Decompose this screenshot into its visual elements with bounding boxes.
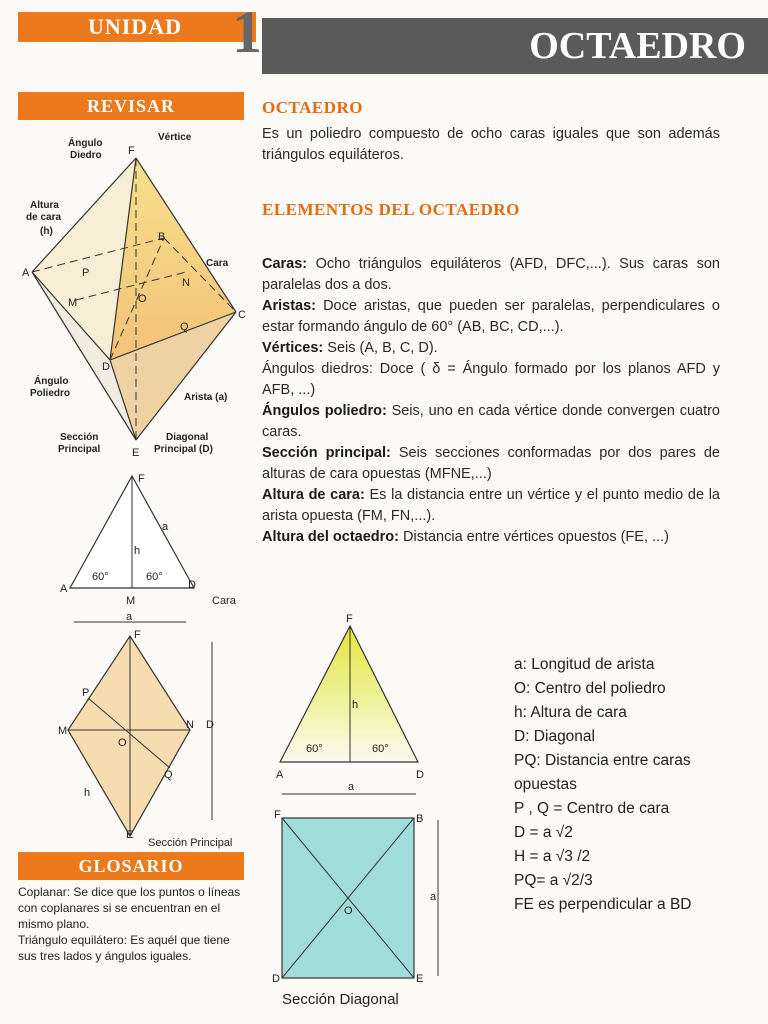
section-heading-octaedro: OCTAEDRO bbox=[262, 98, 363, 117]
svg-text:E: E bbox=[416, 973, 424, 985]
svg-text:Vértice: Vértice bbox=[158, 132, 192, 143]
svg-text:Ángulo: Ángulo bbox=[68, 138, 103, 149]
legend-item: a: Longitud de arista bbox=[514, 656, 655, 673]
svg-text:B: B bbox=[416, 813, 424, 825]
svg-text:D: D bbox=[272, 973, 280, 985]
svg-text:O: O bbox=[138, 293, 147, 305]
unit-number: 1 bbox=[232, 0, 262, 65]
element-item: Caras: Ocho triángulos equiláteros (AFD, DFC,...). Sus caras son paralelas dos a dos. bbox=[262, 256, 720, 293]
legend-item: P , Q = Centro de cara bbox=[514, 800, 670, 817]
face-triangle-figure bbox=[58, 470, 248, 628]
unit-label: UNIDAD bbox=[18, 12, 256, 42]
svg-text:Sección: Sección bbox=[60, 432, 99, 443]
element-item: Vértices: Seis (A, B, C, D). bbox=[262, 340, 438, 356]
svg-text:M: M bbox=[58, 725, 68, 737]
svg-text:a: a bbox=[162, 521, 169, 533]
svg-text:P: P bbox=[82, 687, 90, 699]
element-item: Ángulos diedros: Doce ( δ = Ángulo formado por los planos AFD y AFB, ...) bbox=[262, 361, 720, 398]
svg-text:Ángulo: Ángulo bbox=[34, 376, 69, 387]
glosario-banner: GLOSARIO bbox=[18, 852, 244, 880]
svg-text:Cara: Cara bbox=[206, 258, 229, 269]
legend-item: PQ: Distancia entre caras opuestas bbox=[514, 752, 691, 793]
element-item: Sección principal: Seis secciones conformadas por dos pares de alturas de cara opuestas (MFNE,...) bbox=[262, 445, 720, 482]
svg-text:de cara: de cara bbox=[26, 212, 62, 223]
svg-text:D: D bbox=[102, 361, 110, 373]
diagonal-section-figure bbox=[270, 808, 460, 1012]
svg-text:F: F bbox=[134, 629, 141, 641]
svg-text:Diagonal: Diagonal bbox=[166, 432, 209, 443]
svg-text:a: a bbox=[348, 781, 355, 793]
svg-text:M: M bbox=[126, 595, 136, 607]
svg-text:h: h bbox=[352, 699, 359, 711]
svg-text:F: F bbox=[138, 473, 145, 485]
svg-text:A: A bbox=[276, 769, 284, 781]
svg-text:60°: 60° bbox=[92, 571, 109, 583]
glossary-item: Triángulo equilátero: Es aquél que tiene sus tres lados y ángulos iguales. bbox=[18, 933, 230, 963]
svg-text:Cara: Cara bbox=[212, 595, 236, 607]
svg-text:O: O bbox=[344, 905, 353, 917]
svg-text:D: D bbox=[188, 579, 196, 591]
legend-item: FE es perpendicular a BD bbox=[514, 896, 692, 913]
svg-text:N: N bbox=[186, 719, 194, 731]
svg-text:Q: Q bbox=[164, 769, 173, 781]
center-triangle-figure bbox=[268, 612, 436, 800]
principal-section-figure bbox=[50, 628, 250, 852]
svg-text:Principal (D): Principal (D) bbox=[154, 444, 213, 455]
svg-text:N: N bbox=[182, 277, 190, 289]
svg-text:Diedro: Diedro bbox=[70, 150, 102, 161]
svg-text:h: h bbox=[134, 545, 141, 557]
section-intro-text: Es un poliedro compuesto de ocho caras iguales que son además triángulos equiláteros. bbox=[262, 126, 720, 163]
svg-text:M: M bbox=[68, 297, 78, 309]
element-item: Aristas: Doce aristas, que pueden ser paralelas, perpendiculares o estar formando ángulo de 60° (AB, BC, CD,...). bbox=[262, 298, 720, 335]
octahedron-figure bbox=[18, 122, 250, 462]
formula-legend bbox=[514, 653, 754, 917]
svg-text:F: F bbox=[346, 613, 353, 625]
legend-item: O: Centro del poliedro bbox=[514, 680, 666, 697]
svg-text:Sección Principal: Sección Principal bbox=[148, 837, 233, 849]
svg-text:F: F bbox=[274, 809, 281, 821]
svg-text:Principal: Principal bbox=[58, 444, 101, 455]
svg-text:a: a bbox=[126, 611, 133, 623]
svg-text:A: A bbox=[60, 583, 68, 595]
svg-text:D: D bbox=[416, 769, 424, 781]
svg-text:Poliedro: Poliedro bbox=[30, 388, 71, 399]
elements-list bbox=[262, 254, 720, 548]
glossary-text bbox=[18, 884, 244, 964]
svg-text:(h): (h) bbox=[40, 226, 53, 237]
svg-text:h: h bbox=[84, 787, 91, 799]
legend-item: H = a √3 /2 bbox=[514, 848, 591, 865]
legend-item: h: Altura de cara bbox=[514, 704, 627, 721]
section-heading-elementos: ELEMENTOS DEL OCTAEDRO bbox=[262, 200, 520, 219]
page-title: OCTAEDRO bbox=[262, 18, 768, 74]
svg-text:Sección Diagonal: Sección Diagonal bbox=[282, 991, 399, 1008]
svg-text:P: P bbox=[82, 267, 90, 279]
svg-text:60°: 60° bbox=[306, 743, 323, 755]
svg-text:Arista (a): Arista (a) bbox=[184, 392, 228, 403]
element-item: Altura de cara: Es la distancia entre un vértice y el punto medio de la arista opuesta (FM, FN,...). bbox=[262, 487, 720, 524]
svg-text:E: E bbox=[126, 829, 134, 841]
svg-text:B: B bbox=[158, 231, 166, 243]
glossary-item: Coplanar: Se dice que los puntos o líneas con coplanares si se encuentran en el mismo plano. bbox=[18, 885, 241, 931]
svg-text:Altura: Altura bbox=[30, 200, 59, 211]
legend-item: D: Diagonal bbox=[514, 728, 595, 745]
svg-text:Q: Q bbox=[180, 321, 189, 333]
element-item: Ángulos poliedro: Seis, uno en cada vértice donde convergen cuatro caras. bbox=[262, 403, 720, 440]
svg-text:D: D bbox=[206, 719, 214, 731]
legend-item: D = a √2 bbox=[514, 824, 573, 841]
svg-text:A: A bbox=[22, 267, 30, 279]
svg-text:O: O bbox=[118, 737, 127, 749]
legend-item: PQ= a √2/3 bbox=[514, 872, 593, 889]
svg-text:60°: 60° bbox=[146, 571, 163, 583]
svg-text:E: E bbox=[132, 447, 140, 459]
svg-text:C: C bbox=[238, 309, 246, 321]
svg-text:F: F bbox=[128, 145, 135, 157]
svg-text:a: a bbox=[430, 891, 437, 903]
element-item: Altura del octaedro: Distancia entre vértices opuestos (FE, ...) bbox=[262, 529, 669, 545]
svg-text:60°: 60° bbox=[372, 743, 389, 755]
revisar-banner: REVISAR bbox=[18, 92, 244, 120]
